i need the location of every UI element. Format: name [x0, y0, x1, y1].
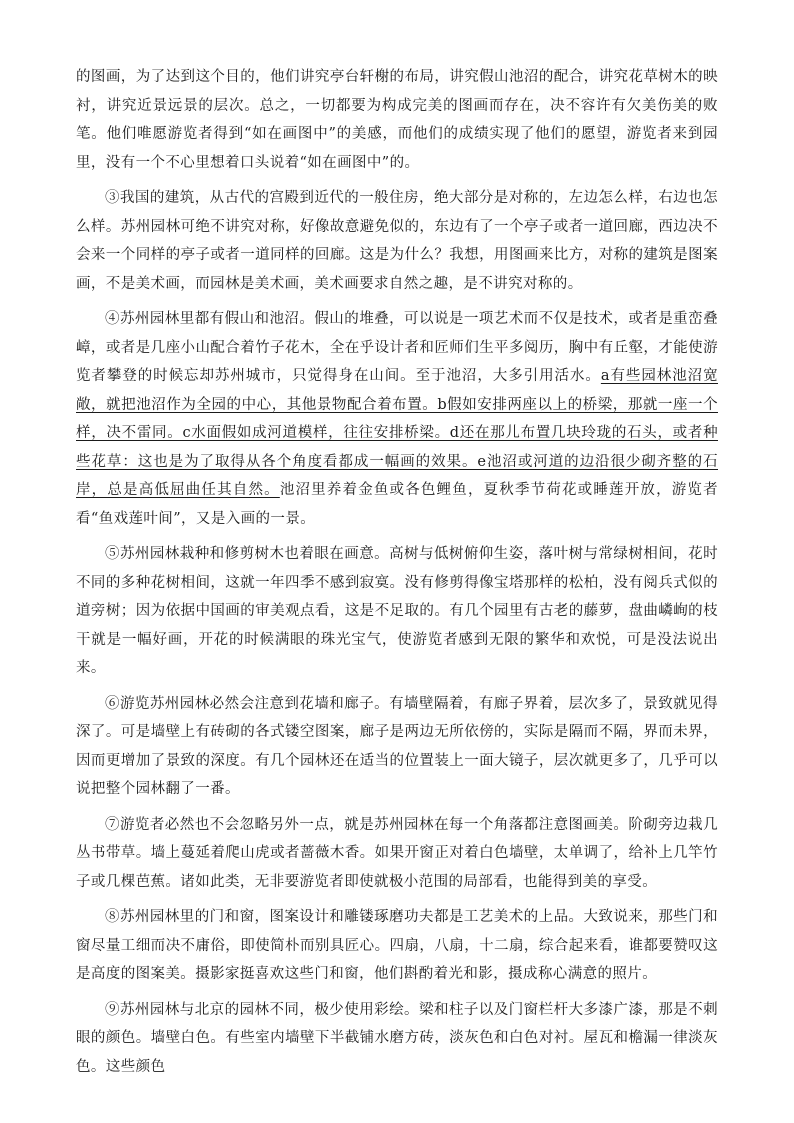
text-segment: ⑧苏州园林里的门和窗，图案设计和雕镂琢磨功夫都是工艺美术的上品。大致说来，那些门和窗尽量工细而决不庸俗，即使简朴而别具匠心。四扇，八扇，十二扇，综合起来看，谁都要赞叹这是高度的图案美。摄影家挺喜欢这些门和窗，他们斟酌着光和影，摄成称心满意的照片。: [76, 909, 718, 982]
text-segment: ⑤苏州园林栽种和修剪树木也着眼在画意。高树与低树俯仰生姿，落叶树与常绿树相间，花时不同的多种花树相间，这就一年四季不感到寂寞。没有修剪得像宝塔那样的松柏，没有阅兵式似的道旁树；因为依据中国画的审美观点看，这是不足取的。有几个园里有古老的藤萝，盘曲嶙峋的枝干就是一幅好画，开花的时候满眼的珠光宝气，使游览者感到无限的繁华和欢悦，可是没法说出来。: [76, 546, 718, 676]
text-segment: ⑥游览苏州园林必然会注意到花墙和廊子。有墙壁隔着，有廊子界着，层次多了，景致就见得深了。可是墙壁上有砖砌的各式镂空图案，廊子是两边无所依傍的，实际是隔而不隔，界而未界，因而更增加了景致的深度。有几个园林还在适当的位置装上一面大镜子，层次就更多了，几乎可以说把整个园林翻了一番。: [76, 695, 718, 797]
paragraph-4: [76, 305, 718, 533]
paragraph-9: [76, 996, 718, 1082]
text-body: [76, 63, 718, 1088]
paragraph-5: [76, 540, 718, 683]
underlined-passage: a有些园林池沼宽敞，就把池沼作为全园的中心，其他景物配合着布置。b假如安排两座以上的桥梁，那就一座一个样，决不雷同。c水面假如成河道模样，往往安排桥梁。d还在那儿布置几块玲珑的石头，或者种些花草：这也是为了取得从各个角度看都成一幅画的效果。e池沼或河道的边沿很少砌齐整的石岸，总是高低屈曲任其自然。: [76, 368, 718, 498]
text-segment: 的图画，为了达到这个目的，他们讲究亭台轩榭的布局，讲究假山池沼的配合，讲究花草树木的映衬，讲究近景远景的层次。总之，一切都要为构成完美的图画而存在，决不容许有欠美伤美的败笔。他们唯愿游览者得到“如在画图中”的美感，而他们的成绩实现了他们的愿望，游览者来到园里，没有一个不心里想着口头说着“如在画图中”的。: [76, 69, 718, 171]
paragraph-7: [76, 811, 718, 897]
paragraph-continued: [76, 63, 718, 177]
text-segment: ⑨苏州园林与北京的园林不同，极少使用彩绘。梁和柱子以及门窗栏杆大多漆广漆，那是不刺眼的颜色。墙壁白色。有些室内墙壁下半截铺水磨方砖，淡灰色和白色对衬。屋瓦和檐漏一律淡灰色。这些颜色: [76, 1001, 718, 1075]
text-segment: 池沼里养着金鱼或各色鲤鱼，夏秋季节荷花或睡莲开放，游览者看“鱼戏莲叶间”，又是入画的一景。: [76, 482, 718, 527]
text-segment: ⑦游览者必然也不会忽略另外一点，就是苏州园林在每一个角落都注意图画美。阶砌旁边栽几丛书带草。墙上蔓延着爬山虎或者蔷薇木香。如果开窗正对着白色墙壁，太单调了，给补上几竿竹子或几棵芭蕉。诸如此类，无非要游览者即使就极小范围的局部看，也能得到美的享受。: [76, 816, 718, 890]
paragraph-6: [76, 690, 718, 804]
paragraph-8: [76, 903, 718, 989]
paragraph-3: [76, 184, 718, 298]
text-segment: ③我国的建筑，从古代的宫殿到近代的一般住房，绝大部分是对称的，左边怎么样，右边也怎么样。苏州园林可绝不讲究对称，好像故意避免似的，东边有了一个亭子或者一道回廊，西边决不会来一个同样的亭子或者一道同样的回廊。这是为什么？我想，用图画来比方，对称的建筑是图案画，不是美术画，而园林是美术画，美术画要求自然之趣，是不讲究对称的。: [76, 190, 718, 292]
text-segment: ④苏州园林里都有假山和池沼。假山的堆叠，可以说是一项艺术而不仅是技术，或者是重峦叠嶂，或者是几座小山配合着竹子花木，全在乎设计者和匠师们生平多阅历，胸中有丘壑，才能使游览者攀登的时候忘却苏州城市，只觉得身在山间。至于池沼，大多引用活水。: [76, 311, 718, 384]
